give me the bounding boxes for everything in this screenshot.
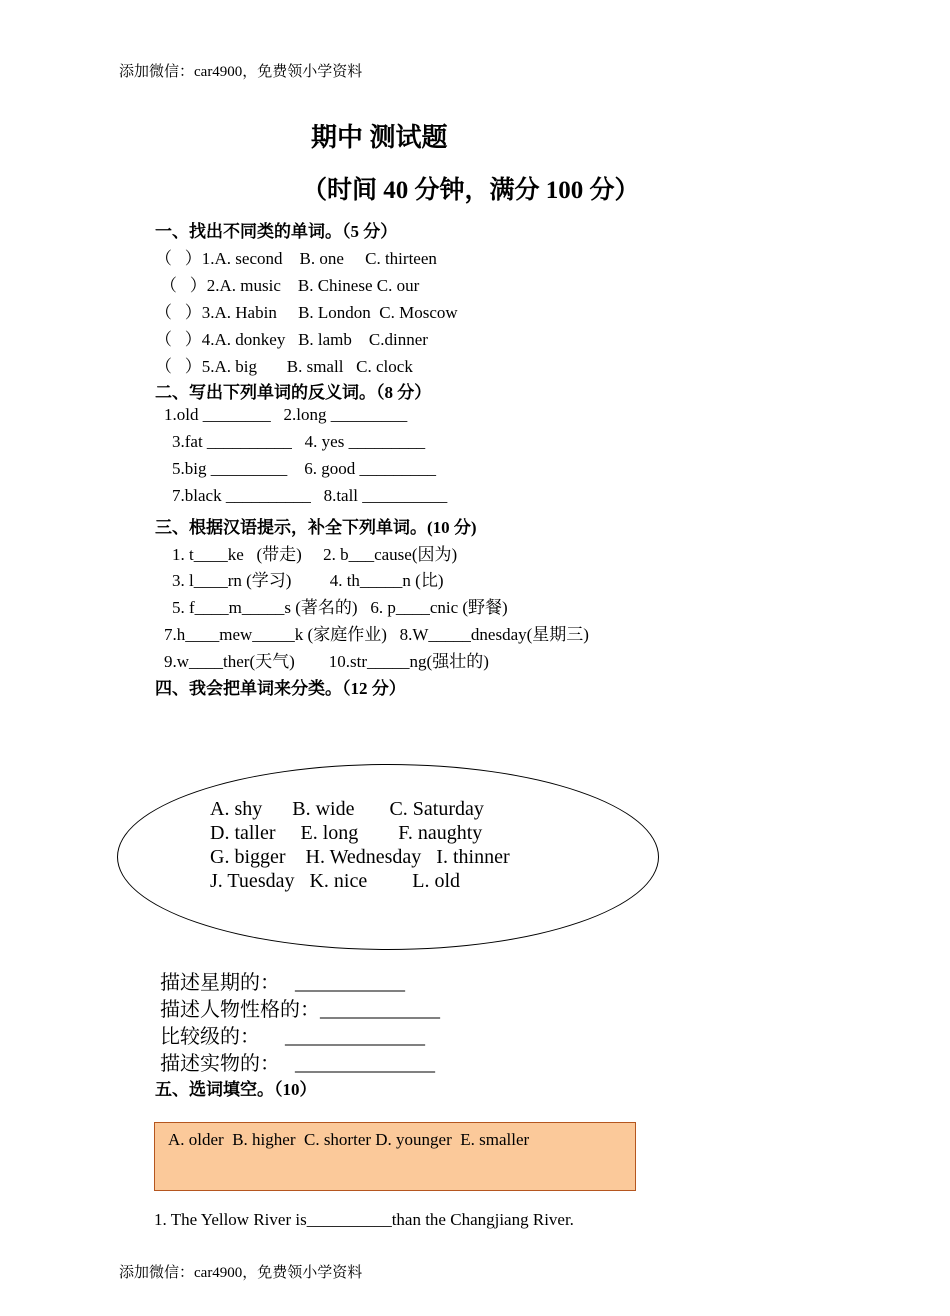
word-row-3: G. bigger H. Wednesday I. thinner	[210, 846, 510, 868]
section1-item-5: （ ）5.A. big B. small C. clock	[155, 357, 413, 376]
section3-item-5: 9.w____ther(天气) 10.str_____ng(强壮的)	[164, 652, 489, 671]
category-comparative: 比较级的： ______________	[160, 1026, 425, 1048]
section4-heading: 四、我会把单词来分类。（12 分）	[155, 679, 406, 698]
header-note: 添加微信：car4900，免费领小学资料	[119, 64, 363, 80]
section2-item-2: 3.fat __________ 4. yes _________	[172, 432, 426, 451]
section2-item-1: 1.old ________ 2.long _________	[164, 405, 408, 424]
section3-item-2: 3. l____rn (学习) 4. th_____n (比)	[172, 571, 444, 590]
section1-item-3: （ ）3.A. Habin B. London C. Moscow	[155, 303, 458, 322]
section3-item-4: 7.h____mew_____k (家庭作业) 8.W_____dnesday(星期三)	[164, 625, 589, 644]
section1-item-1: （ ）1.A. second B. one C. thirteen	[155, 249, 437, 268]
word-row-1: A. shy B. wide C. Saturday	[210, 798, 484, 820]
section1-item-4: （ ）4.A. donkey B. lamb C.dinner	[155, 330, 428, 349]
word-row-2: D. taller E. long F. naughty	[210, 822, 483, 844]
section2-heading: 二、写出下列单词的反义词。（8 分）	[155, 383, 432, 402]
section2-item-3: 5.big _________ 6. good _________	[172, 459, 436, 478]
category-objects: 描述实物的： ______________	[160, 1053, 435, 1075]
section5-heading: 五、选词填空。（10）	[155, 1080, 317, 1099]
section3-heading: 三、根据汉语提示，补全下列单词。(10 分)	[155, 518, 477, 537]
section5-item-1: 1. The Yellow River is__________than the Changjiang River.	[154, 1210, 574, 1229]
section2-item-4: 7.black __________ 8.tall __________	[172, 486, 448, 505]
section1-item-2: （ ）2.A. music B. Chinese C. our	[160, 276, 420, 295]
page-title: 期中 测试题	[311, 123, 448, 152]
category-personality: 描述人物性格的：____________	[160, 999, 440, 1021]
word-row-4: J. Tuesday K. nice L. old	[210, 870, 460, 892]
page-subtitle: （时间 40 分钟，满分 100 分）	[302, 177, 640, 204]
section3-item-3: 5. f____m_____s (著名的) 6. p____cnic (野餐)	[172, 598, 508, 617]
category-days: 描述星期的： ___________	[160, 972, 405, 994]
footer-note: 添加微信：car4900，免费领小学资料	[119, 1265, 363, 1281]
section1-heading: 一、找出不同类的单词。（5 分）	[155, 222, 398, 241]
options-text: A. older B. higher C. shorter D. younger E. smaller	[168, 1130, 530, 1149]
section3-item-1: 1. t____ke (带走) 2. b___cause(因为)	[172, 545, 458, 564]
